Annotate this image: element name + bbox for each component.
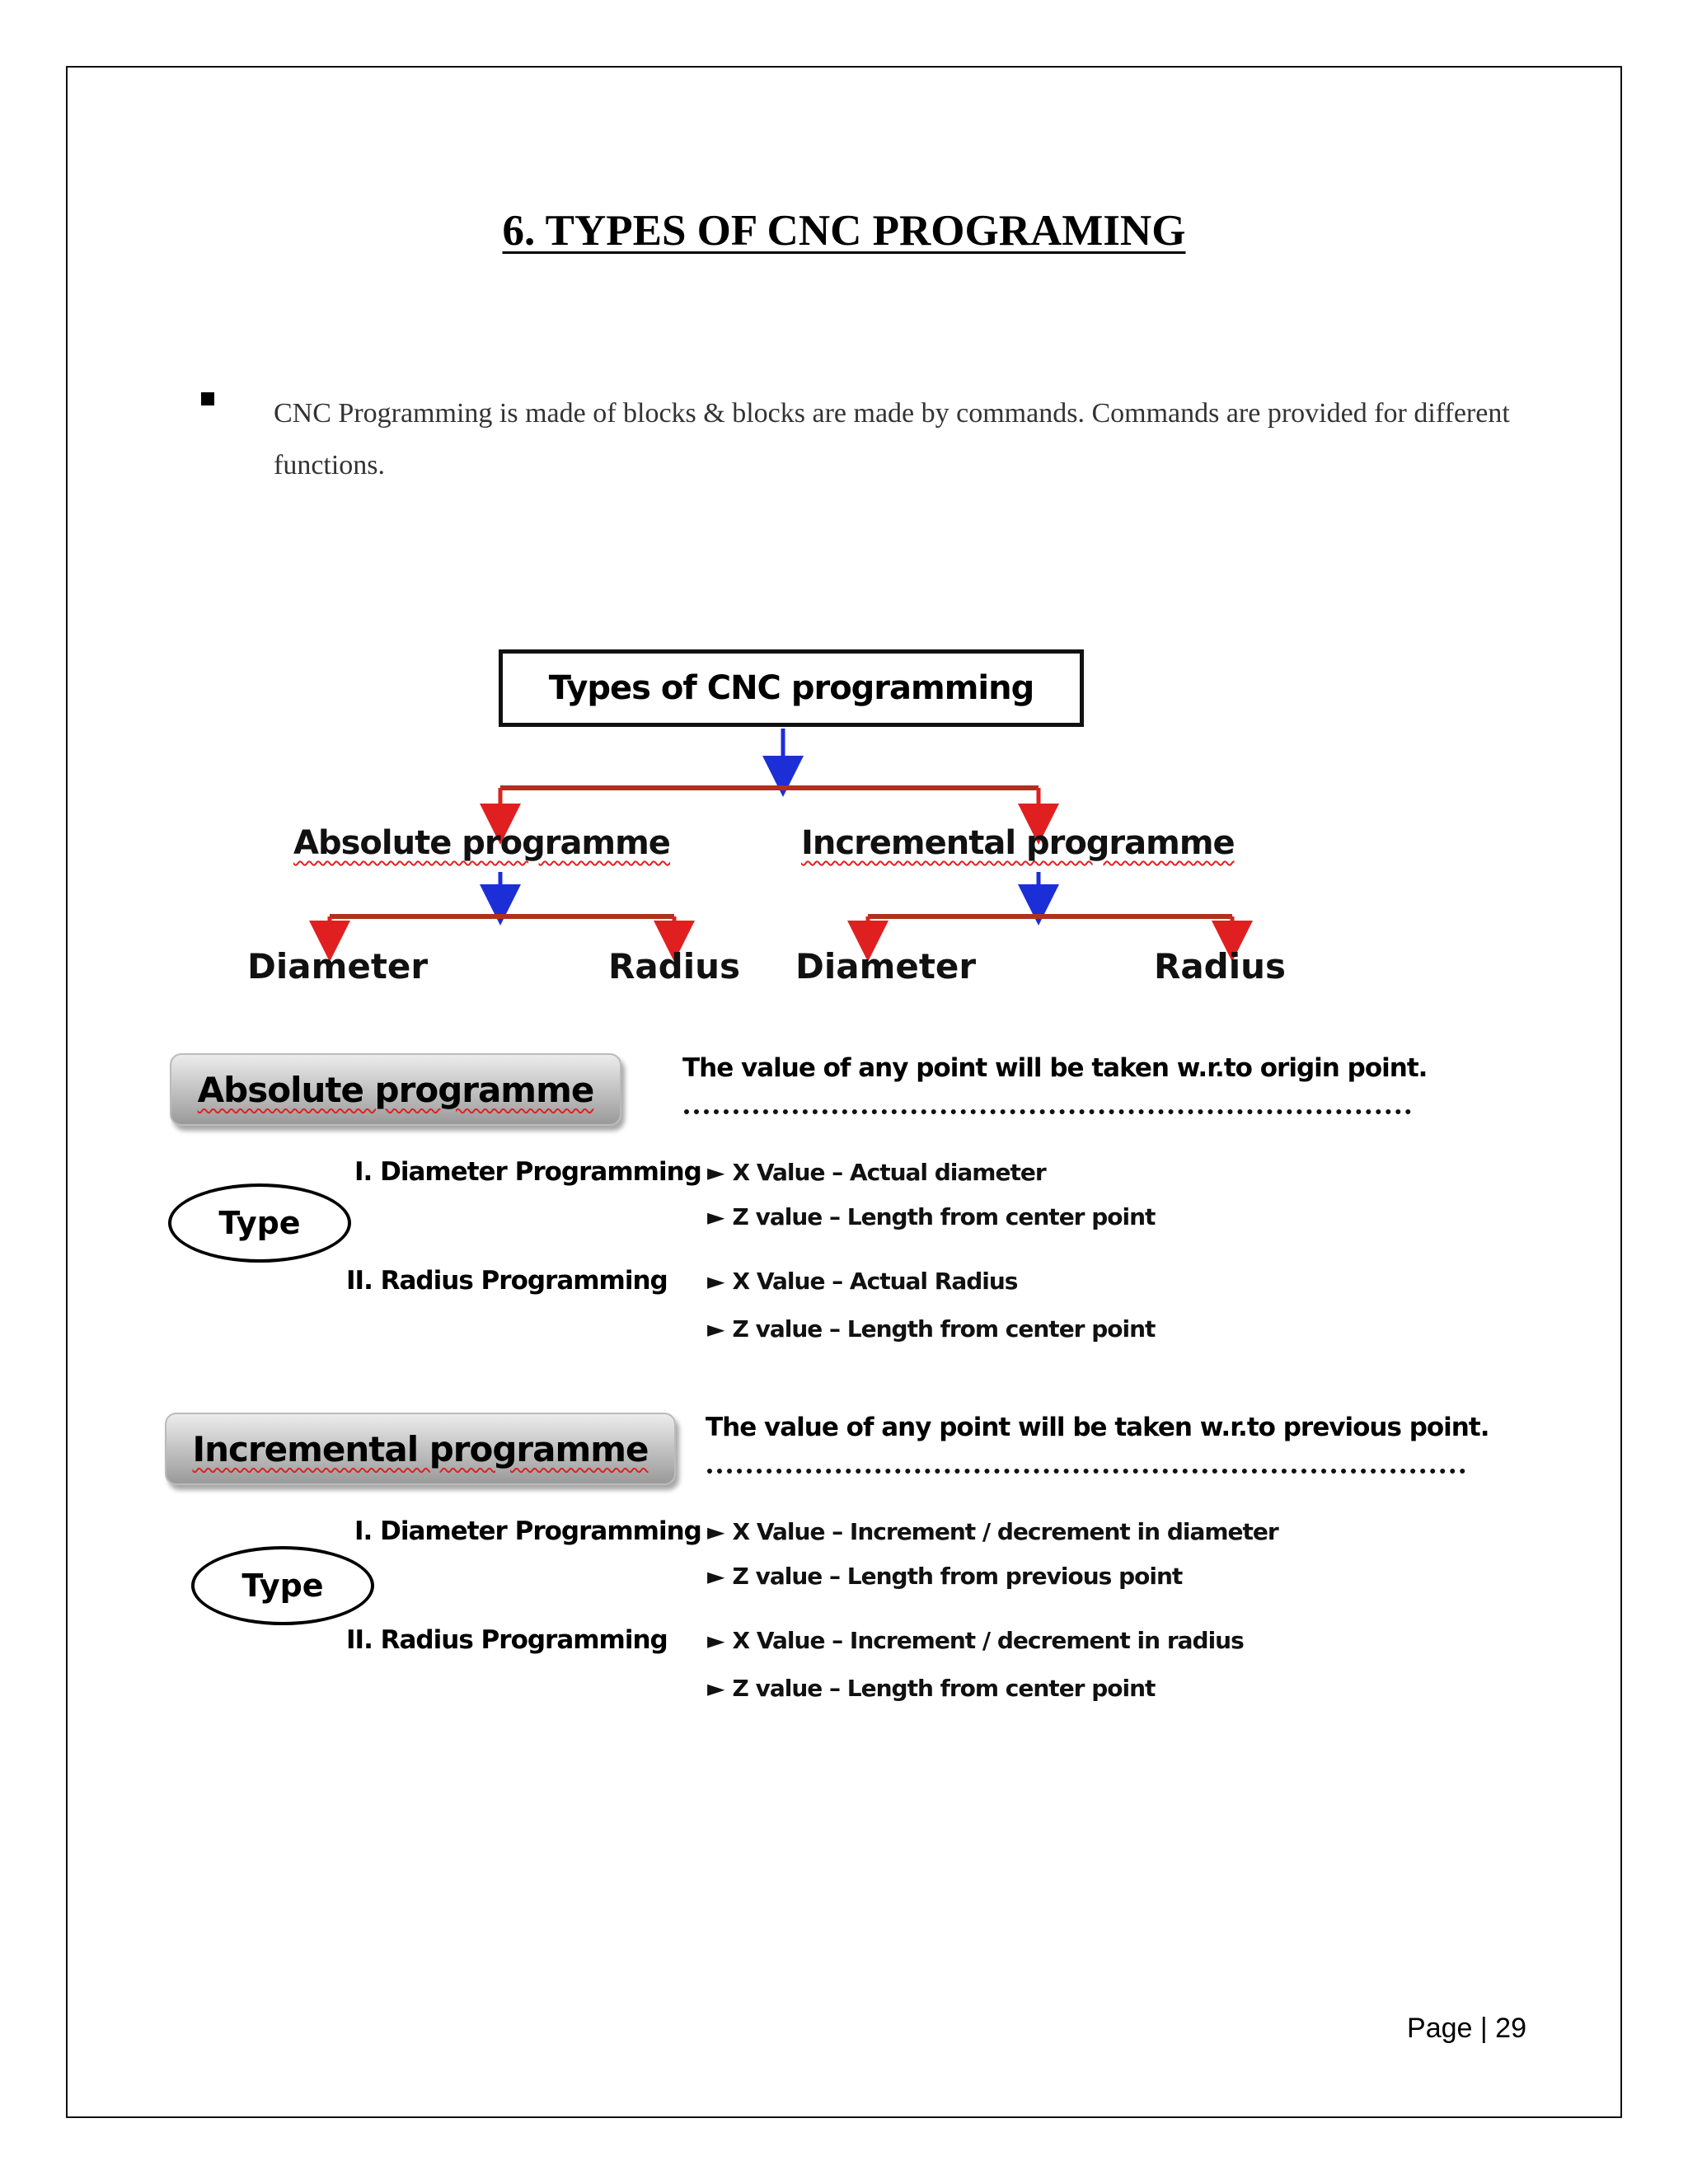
- incremental-diameter-x: ► X Value – Increment / decrement in diameter: [707, 1518, 1278, 1545]
- incremental-type-oval: Type: [191, 1546, 374, 1625]
- triangle-bullet-icon: ►: [707, 1563, 724, 1590]
- triangle-bullet-icon: ►: [707, 1675, 724, 1702]
- incremental-node: Incremental programme: [801, 824, 1235, 862]
- absolute-diameter-node: Diameter: [247, 946, 429, 987]
- triangle-bullet-icon: ►: [707, 1518, 724, 1545]
- absolute-definition: The value of any point will be taken w.r.to origin point.: [682, 1053, 1428, 1083]
- absolute-dotted-line: [684, 1109, 1411, 1114]
- absolute-radius-label: II. Radius Programming: [346, 1266, 668, 1296]
- absolute-diameter-label: I. Diameter Programming: [354, 1157, 701, 1187]
- intro-paragraph: CNC Programming is made of blocks & blocks are made by commands. Commands are provided for different functions.: [274, 398, 1510, 480]
- incremental-diameter-z: ► Z value – Length from previous point: [707, 1563, 1183, 1590]
- triangle-bullet-icon: ►: [707, 1159, 724, 1186]
- incremental-radius-z: ► Z value – Length from center point: [707, 1675, 1156, 1702]
- absolute-radius-z: ► Z value – Length from center point: [707, 1315, 1156, 1343]
- triangle-bullet-icon: ►: [707, 1268, 724, 1295]
- absolute-diameter-x: ► X Value – Actual diameter: [707, 1159, 1046, 1186]
- tree-connectors: [0, 0, 1688, 1030]
- triangle-bullet-icon: ►: [707, 1315, 724, 1343]
- incremental-diameter-label: I. Diameter Programming: [354, 1516, 701, 1546]
- absolute-type-oval: Type: [168, 1183, 351, 1263]
- incremental-diameter-node: Diameter: [795, 946, 977, 987]
- incremental-heading-box: Incremental programme: [165, 1413, 676, 1485]
- incremental-radius-label: II. Radius Programming: [346, 1625, 668, 1655]
- incremental-radius-x: ► X Value – Increment / decrement in radius: [707, 1627, 1244, 1654]
- incremental-definition: The value of any point will be taken w.r.to previous point.: [706, 1413, 1489, 1442]
- page-number: Page | 29: [1407, 2013, 1526, 2044]
- triangle-bullet-icon: ►: [707, 1203, 724, 1230]
- absolute-node: Absolute programme: [293, 824, 670, 862]
- absolute-radius-x: ► X Value – Actual Radius: [707, 1268, 1018, 1295]
- triangle-bullet-icon: ►: [707, 1627, 724, 1654]
- incremental-radius-node: Radius: [1154, 946, 1287, 987]
- incremental-dotted-line: [707, 1469, 1465, 1474]
- absolute-diameter-z: ► Z value – Length from center point: [707, 1203, 1156, 1230]
- page-title: 6. TYPES OF CNC PROGRAMING: [502, 207, 1186, 255]
- absolute-radius-node: Radius: [608, 946, 741, 987]
- absolute-heading-box: Absolute programme: [170, 1053, 621, 1126]
- root-node: Types of CNC programming: [499, 649, 1084, 727]
